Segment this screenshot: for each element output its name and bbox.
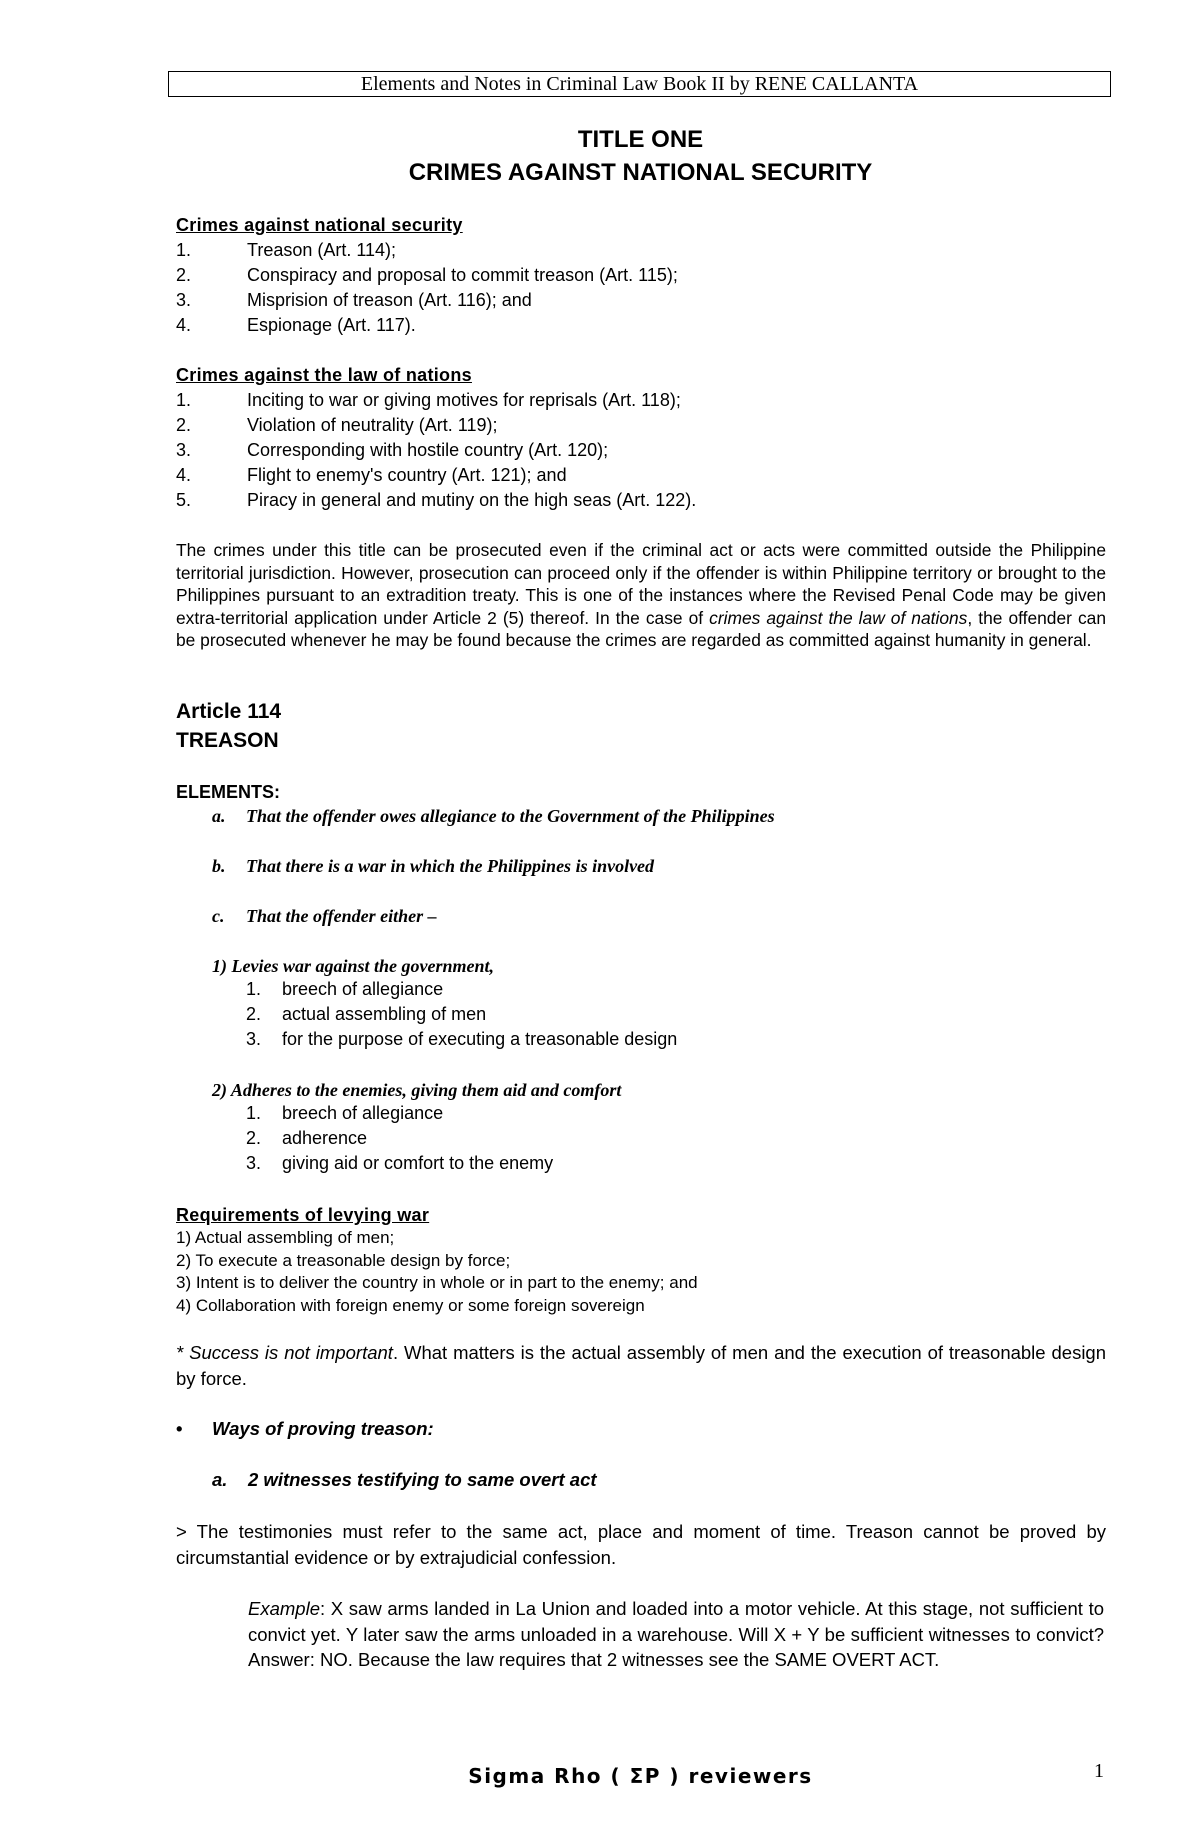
list-item-number: 1. — [246, 1103, 262, 1123]
element-b-letter: b. — [212, 856, 226, 876]
success-note — [176, 1340, 1106, 1392]
list-item — [246, 1126, 553, 1151]
list-item-text: Espionage (Art. 117). — [247, 315, 416, 335]
testimony-note: > The testimonies must refer to the same act, place and moment of time. Treason cannot be proved by circumstantial evidence or by extrajudicial confession. — [176, 1521, 1106, 1568]
list-item: 1) Actual assembling of men; — [176, 1228, 395, 1247]
list-item — [246, 1101, 553, 1126]
national-security-heading: Crimes against national security — [176, 215, 463, 235]
list-item: 4) Collaboration with foreign enemy or some foreign sovereign — [176, 1295, 645, 1315]
element-a — [212, 806, 775, 827]
example-label: Example — [248, 1598, 320, 1619]
list-item-number: 4. — [176, 315, 192, 335]
list-item — [246, 1151, 553, 1176]
list-item-number: 5. — [176, 490, 192, 510]
list-item-number: 3. — [246, 1029, 262, 1049]
article-name: TREASON — [176, 729, 279, 752]
element-b — [212, 856, 654, 877]
element-a-letter: a. — [212, 806, 226, 826]
list-item-text: Inciting to war or giving motives for reprisals (Art. 118); — [247, 390, 681, 410]
element-a-text: That the offender owes allegiance to the Government of the Philippines — [246, 806, 775, 826]
list-item — [176, 263, 678, 288]
list-item — [176, 463, 696, 488]
title-line-1: TITLE ONE — [577, 126, 704, 153]
list-item — [246, 1027, 677, 1052]
way-a — [212, 1469, 597, 1491]
jurisdiction-paragraph — [176, 539, 1106, 652]
list-item-text: Conspiracy and proposal to commit treason (Art. 115); — [247, 265, 678, 285]
way-a-letter: a. — [212, 1469, 228, 1490]
list-item-text: Violation of neutrality (Art. 119); — [247, 415, 498, 435]
adheres-list — [246, 1101, 553, 1176]
law-of-nations-heading: Crimes against the law of nations — [176, 365, 472, 385]
levies-war-list — [246, 977, 677, 1052]
list-item-text: for the purpose of executing a treasonable design — [282, 1029, 678, 1049]
list-item-text: Misprision of treason (Art. 116); and — [247, 290, 532, 310]
element-c-text: That the offender either – — [246, 906, 437, 926]
list-item-text: adherence — [282, 1128, 368, 1148]
paragraph-text-2: , the offender can be prosecuted whenever he may be found because the crimes are regarded as committed against humanity in general. — [176, 607, 1107, 651]
bullet-icon: • — [176, 1418, 183, 1439]
list-item-number: 2. — [246, 1004, 262, 1024]
requirements-heading: Requirements of levying war — [176, 1205, 430, 1225]
list-item — [246, 1002, 677, 1027]
list-item-text: actual assembling of men — [282, 1004, 487, 1024]
elements-heading: ELEMENTS: — [176, 782, 281, 802]
footer-reviewers: Sigma Rho ( ΣP ) reviewers — [468, 1764, 813, 1788]
success-note-text: . What matters is the actual assembly of men and the execution of treasonable design by force. — [176, 1342, 1107, 1389]
list-item-text: breech of allegiance — [282, 979, 444, 999]
adheres-label: 2) Adheres to the enemies, giving them aid and comfort — [212, 1080, 622, 1100]
list-item-number: 2. — [176, 265, 192, 285]
list-item-text: Corresponding with hostile country (Art. 120); — [247, 440, 609, 460]
article-number: Article 114 — [176, 700, 282, 723]
law-of-nations-list — [176, 388, 696, 513]
example-paragraph — [248, 1596, 1104, 1673]
list-item — [176, 288, 678, 313]
list-item-text: Flight to enemy's country (Art. 121); and — [247, 465, 567, 485]
list-item-number: 4. — [176, 465, 192, 485]
list-item-number: 2. — [246, 1128, 262, 1148]
list-item — [176, 413, 696, 438]
paragraph-text-1: The crimes under this title can be prosecuted even if the criminal act or acts were committed outside the Philippine territorial jurisdiction. However, prosecution can proceed only if the offender is within Philippine territory or brought to the Philippines pursuant to an extradition treaty. This is one of the instances where the Revised Penal Code may be given extra-territorial application under Article 2 (5) thereof. In the case of — [176, 540, 1106, 628]
list-item-number: 3. — [176, 290, 192, 310]
national-security-list — [176, 238, 678, 338]
list-item: 2) To execute a treasonable design by force; — [176, 1250, 511, 1270]
list-item-number: 1. — [176, 240, 192, 260]
page-number: 1 — [1094, 1760, 1104, 1782]
list-item-number: 1. — [176, 390, 192, 410]
list-item-text: Piracy in general and mutiny on the high seas (Art. 122). — [247, 490, 697, 510]
list-item-number: 2. — [176, 415, 192, 435]
list-item: 3) Intent is to deliver the country in whole or in part to the enemy; and — [176, 1273, 698, 1292]
document-header: Elements and Notes in Criminal Law Book II by RENE CALLANTA — [168, 71, 1111, 97]
list-item-number: 3. — [246, 1153, 262, 1173]
list-item — [176, 388, 696, 413]
levies-war-label: 1) Levies war against the government, — [212, 956, 494, 976]
list-item-text: Treason (Art. 114); — [247, 240, 397, 260]
success-note-italic: * Success is not important — [176, 1342, 393, 1363]
list-item-text: breech of allegiance — [282, 1103, 444, 1123]
element-b-text: That there is a war in which the Philippines is involved — [246, 856, 655, 876]
list-item-text: giving aid or comfort to the enemy — [282, 1153, 554, 1173]
list-item — [246, 977, 677, 1002]
list-item — [176, 488, 696, 513]
element-c — [212, 906, 437, 927]
list-item-number: 1. — [246, 979, 262, 999]
ways-heading-text: Ways of proving treason: — [212, 1418, 434, 1439]
list-item — [176, 313, 678, 338]
list-item — [176, 238, 678, 263]
ways-heading — [176, 1418, 434, 1440]
element-c-letter: c. — [212, 906, 225, 926]
title-line-2: CRIMES AGAINST NATIONAL SECURITY — [408, 159, 873, 186]
paragraph-italic-term: crimes against the law of nations — [709, 607, 968, 628]
list-item — [176, 438, 696, 463]
requirements-list — [176, 1227, 698, 1317]
list-item-number: 3. — [176, 440, 192, 460]
way-a-text: 2 witnesses testifying to same overt act — [248, 1469, 597, 1490]
example-text: : X saw arms landed in La Union and loaded into a motor vehicle. At this stage, not sufficient to convict yet. Y later saw the arms unloaded in a warehouse. Will X + Y be sufficient witnesses to convict? Answer: NO. Because the law requires that 2 witnesses see the SAME OVERT ACT. — [248, 1598, 1104, 1670]
